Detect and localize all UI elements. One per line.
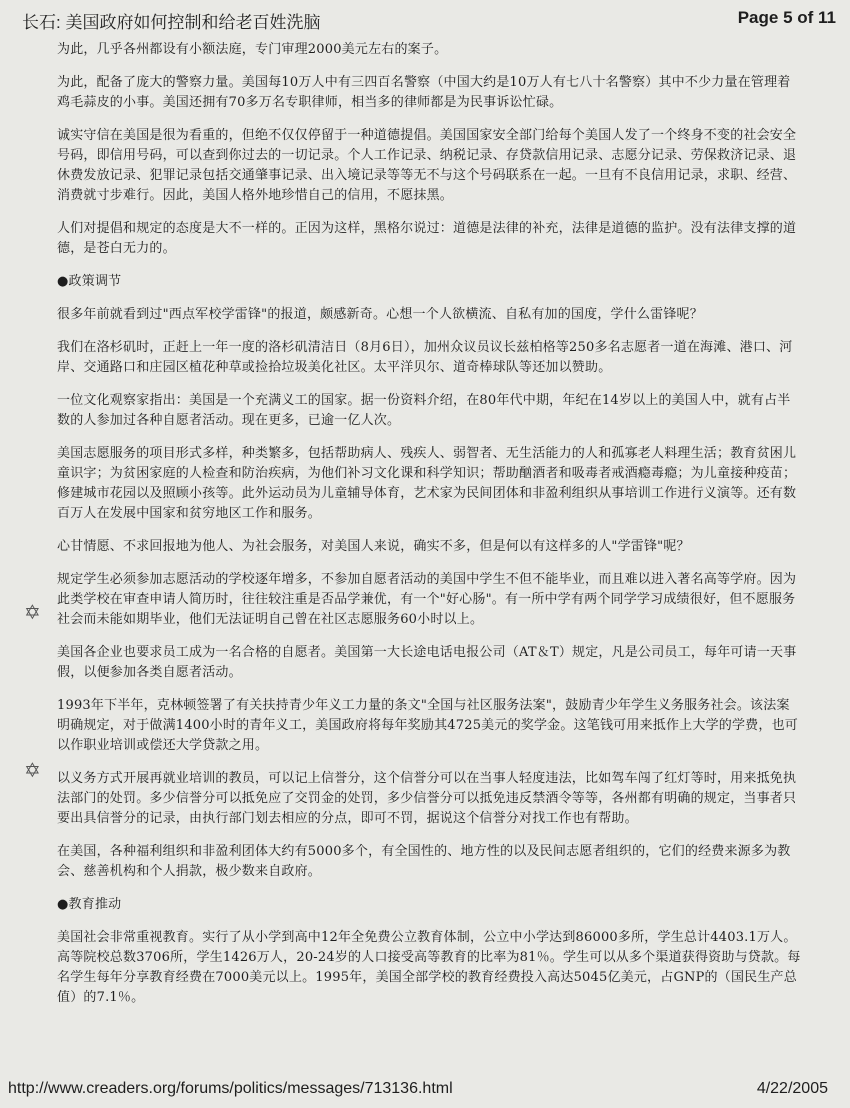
document-title: 长石: 美国政府如何控制和给老百姓洗脑 [22,13,321,32]
page-header [22,8,836,32]
source-url: http://www.creaders.org/forums/politics/messages/713136.html [8,1080,453,1097]
handwritten-star-mark: ✡ [24,600,41,624]
paragraph: 1993年下半年，克林顿签署了有关扶持青少年义工力量的条文"全国与社区服务法案"，鼓励青少年学生义务服务社会。该法案明确规定，对于做满1400小时的青年义工，美国政府将每年奖励其4725美元的奖学金。这笔钱可用来抵作上大学的学费，也可以作职业培训或偿还大学贷款之用。 [57,698,798,753]
paragraph: 规定学生必须参加志愿活动的学校逐年增多，不参加自愿者活动的美国中学生不但不能毕业，而且难以进入著名高等学府。因为此类学校在审查申请人简历时，往往较注重是否品学兼优，有一个"好心肠"。有一所中学有两个同学学习成绩很好，但不愿服务社会而未能如期毕业，他们无法证明自己曾在社区志愿服务60小时以上。 [57,572,797,627]
section-heading: ●政策调节 [57,274,122,289]
paragraph: 心甘情愿、不求回报地为他人、为社会服务，对美国人来说，确实不多，但是何以有这样多的人"学雷锋"呢？ [57,539,690,554]
print-date: 4/22/2005 [756,1080,828,1097]
article-body [57,40,802,1021]
paragraph: 美国志愿服务的项目形式多样，种类繁多，包括帮助病人、残疾人、弱智者、无生活能力的人和孤寡老人料理生活；教育贫困儿童识字；为贫困家庭的人检查和防治疾病，为他们补习文化课和科学知识；帮助酗酒者和吸毒者戒酒瘾毒瘾；为儿童接种疫苗；修建城市花园以及照顾小孩等。此外运动员为儿童辅导体育，艺术家为民间团体和非盈利组织从事培训工作进行义演等。还有数百万人在发展中国家和贫穷地区工作和服务。 [57,446,797,521]
page-number: Page 5 of 11 [737,8,836,27]
paragraph: 一位文化观察家指出：美国是一个充满义工的国家。据一份资料介绍，在80年代中期，年纪在14岁以上的美国人中，就有占半数的人参加过各种自愿者活动。现在更多，已逾一亿人次。 [57,393,791,428]
paragraph: 我们在洛杉矶时，正赶上一年一度的洛杉矶清洁日（8月6日），加州众议员议长兹柏格等250多名志愿者一道在海滩、港口、河岸、交通路口和庄园区植花种草或捡拾垃圾美化社区。太平洋贝尔、道奇棒球队等还加以赞助。 [57,340,793,375]
paragraph: 美国各企业也要求员工成为一名合格的自愿者。美国第一大长途电话电报公司（AT＆T）规定，凡是公司员工，每年可请一天事假，以便参加各类自愿者活动。 [57,645,797,680]
paragraph: 为此，几乎各州都设有小额法庭，专门审理2000美元左右的案子。 [57,42,448,57]
paragraph: 人们对提倡和规定的态度是大不一样的。正因为这样，黑格尔说过：道德是法律的补充，法律是道德的监护。没有法律支撑的道德，是苍白无力的。 [57,221,797,256]
paragraph: 在美国，各种福利组织和非盈利团体大约有5000多个，有全国性的、地方性的以及民间志愿者组织的，它们的经费来源多为教会、慈善机构和个人捐款，极少数来自政府。 [57,844,791,879]
paragraph: 以义务方式开展再就业培训的教员，可以记上信誉分，这个信誉分可以在当事人轻度违法，比如驾车闯了红灯等时，用来抵免执法部门的处罚。多少信誉分可以抵免应了交罚金的处罚，多少信誉分可以抵免违反禁酒令等等，各州都有明确的规定，当事者只要出具信誉分的记录，由执行部门划去相应的分点，即可不罚，据说这个信誉分对找工作也有帮助。 [57,771,797,826]
page-footer [8,1080,828,1102]
handwritten-star-mark: ✡ [24,758,41,782]
section-heading: ●教育推动 [57,897,122,912]
paragraph: 美国社会非常重视教育。实行了从小学到高中12年全免费公立教育体制，公立中小学达到86000多所，学生总计4403.1万人。高等院校总数3706所，学生1426万人，20-24岁的人口接受高等教育的比率为81％。学生可以从多个渠道获得资助与贷款。每名学生每年分享教育经费在7000美元以上。1995年，美国全部学校的教育经费投入高达5045亿美元，占GNP的（国民生产总值）的7.1％。 [57,930,801,1005]
paragraph: 诚实守信在美国是很为看重的，但绝不仅仅停留于一种道德提倡。美国国家安全部门给每个美国人发了一个终身不变的社会安全号码，即信用号码，可以查到你过去的一切记录。个人工作记录、纳税记录、存贷款信用记录、志愿分记录、劳保救济记录、退休费发放记录、犯罪记录包括交通肇事记录、出入境记录等等无不与这个号码联系在一起。一旦有不良信用记录，求职、经营、消费就寸步难行。因此，美国人格外地珍惜自己的信用，不愿抹黑。 [57,128,797,203]
paragraph: 很多年前就看到过"西点军校学雷锋"的报道，颇感新奇。心想一个人欲横流、自私有加的国度，学什么雷锋呢？ [57,307,703,322]
paragraph: 为此，配备了庞大的警察力量。美国每10万人中有三四百名警察（中国大约是10万人有七八十名警察）其中不少力量在管理着鸡毛蒜皮的小事。美国还拥有70多万名专职律师，相当多的律师都是为民事诉讼忙碌。 [57,75,791,110]
